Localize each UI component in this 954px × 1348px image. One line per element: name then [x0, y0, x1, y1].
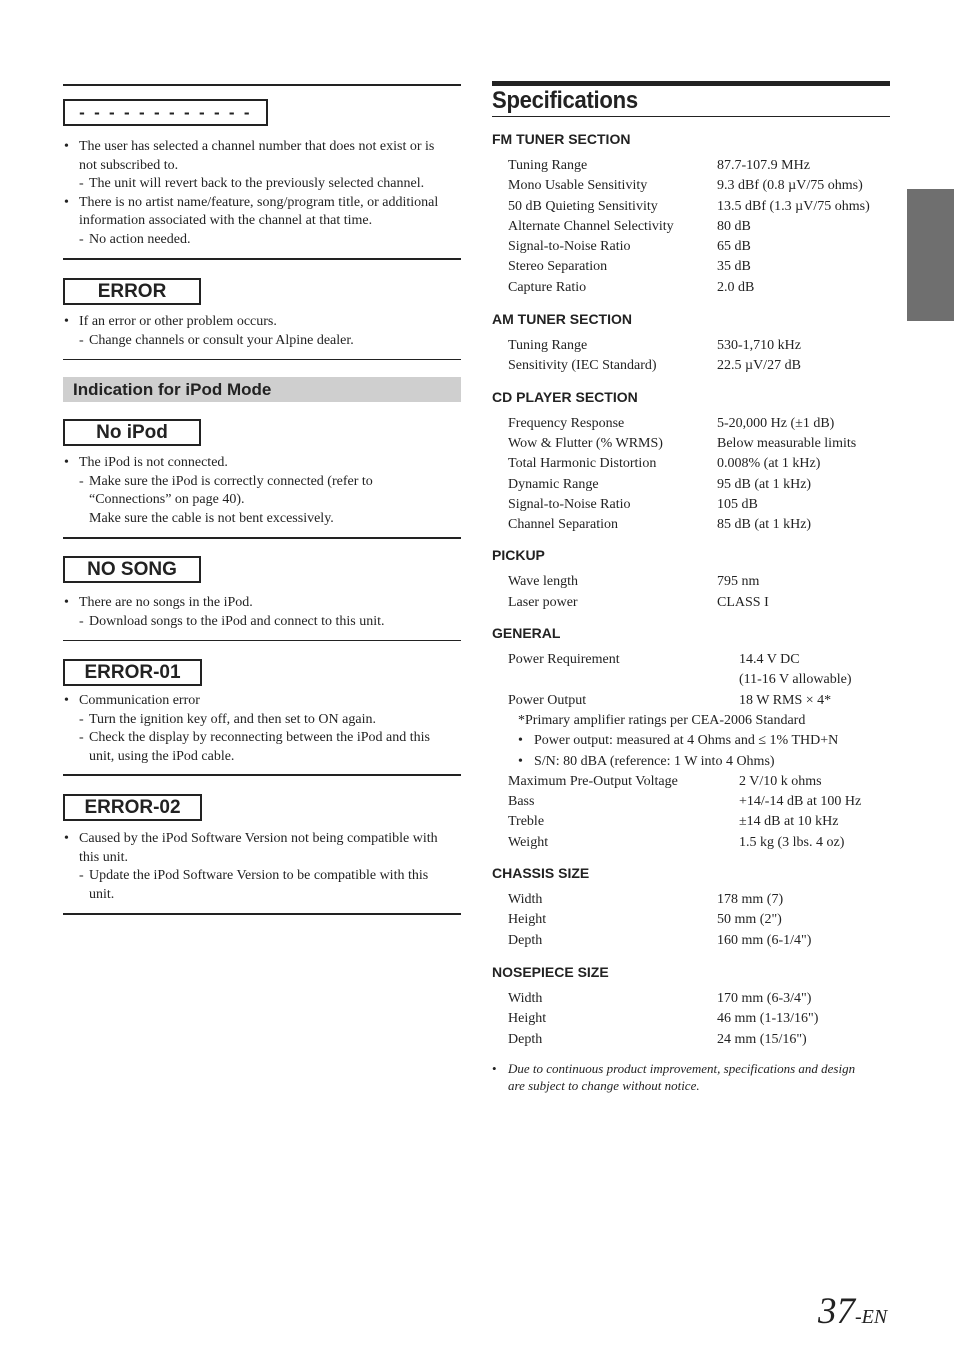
error01-box: ERROR-01 — [63, 659, 202, 686]
spec-row — [492, 278, 890, 298]
spec-row — [492, 515, 890, 535]
spec-label: Signal-to-Noise Ratio — [508, 496, 631, 512]
page-number — [818, 1290, 887, 1333]
dash-item: - Make sure the iPod is correctly connected (refer to — [63, 473, 461, 492]
spec-row — [492, 414, 890, 434]
am-spec-table — [492, 336, 890, 377]
spec-value: 5-20,000 Hz (±1 dB) — [717, 415, 835, 431]
spec-row — [492, 217, 890, 237]
bullet-item: • Caused by the iPod Software Version not being compatible with — [63, 830, 461, 849]
left-column — [63, 84, 461, 915]
pickup-section-heading: PICKUP — [492, 547, 545, 564]
spec-value: 87.7-107.9 MHz — [717, 158, 810, 173]
spec-label: Depth — [508, 1031, 543, 1047]
spec-label: Total Harmonic Distortion — [508, 456, 657, 472]
spec-label: Laser power — [508, 594, 578, 610]
spec-value: +14/-14 dB at 100 Hz — [739, 794, 862, 810]
spec-label: Mono Usable Sensitivity — [508, 178, 648, 194]
spec-label: Capture Ratio — [508, 279, 587, 295]
no-song-items — [63, 594, 461, 631]
page-title: Specifications — [492, 87, 638, 114]
spec-value: 1.5 kg (3 lbs. 4 oz) — [739, 834, 845, 850]
nosepiece-section-heading: NOSEPIECE SIZE — [492, 963, 609, 980]
spec-value: 795 nm — [717, 574, 760, 590]
no-ipod-box: No iPod — [63, 419, 201, 446]
spec-row — [492, 593, 890, 613]
continuation-line: unit, using the iPod cable. — [89, 748, 235, 764]
chassis-spec-table — [492, 890, 890, 951]
error02-items — [63, 830, 461, 904]
spec-value: 80 dB — [717, 218, 751, 234]
spec-row — [492, 812, 890, 832]
spec-value: 0.008% (at 1 kHz) — [717, 456, 821, 472]
spec-row — [492, 890, 890, 910]
spec-value: 160 mm (6-1/4") — [717, 932, 812, 948]
spec-label: Signal-to-Noise Ratio — [508, 239, 631, 255]
spec-row — [492, 156, 890, 176]
continuation-line: Make sure the cable is not bent excessively. — [89, 510, 334, 526]
spec-label: Width — [508, 990, 543, 1006]
fm-section-heading: FM TUNER SECTION — [492, 131, 631, 147]
page-language-suffix: -EN — [855, 1306, 888, 1328]
bullet-item: • There are no songs in the iPod. — [63, 594, 461, 613]
bullet-item: • There is no artist name/feature, song/program title, or additional — [63, 194, 461, 213]
spec-value: 50 mm (2") — [717, 912, 782, 928]
spec-row — [492, 792, 890, 812]
spec-value: 2 V/10 k ohms — [739, 773, 822, 789]
spec-label: Channel Separation — [508, 517, 619, 533]
spec-row — [492, 772, 890, 792]
spec-value: 22.5 µV/27 dB — [717, 358, 801, 374]
fm-spec-table — [492, 156, 890, 298]
dash-item: - No action needed. — [63, 231, 461, 250]
spec-label: Wave length — [508, 574, 579, 590]
spec-row — [492, 1009, 890, 1029]
spec-label: Depth — [508, 932, 543, 948]
spec-row — [492, 356, 890, 376]
spec-label: Power Requirement — [508, 652, 620, 668]
dash-items — [63, 138, 461, 249]
dash-item: - The unit will revert back to the previously selected channel. — [63, 175, 461, 194]
spec-value: Below measurable limits — [717, 435, 857, 451]
dash-item: - Turn the ignition key off, and then set to ON again. — [63, 711, 461, 730]
spec-label: Bass — [508, 794, 535, 810]
spec-row — [492, 495, 890, 515]
spec-row — [492, 931, 890, 951]
spec-row — [492, 1030, 890, 1050]
spec-value: 178 mm (7) — [717, 892, 784, 908]
spec-row — [492, 475, 890, 495]
spec-value: 530-1,710 kHz — [717, 338, 801, 354]
spec-label: Height — [508, 1011, 547, 1027]
divider — [63, 913, 461, 915]
spec-row — [492, 336, 890, 356]
spec-value: 46 mm (1-13/16") — [717, 1011, 819, 1027]
spec-label: Height — [508, 912, 547, 928]
dash-item: - Download songs to the iPod and connect to this unit. — [63, 613, 461, 632]
error02-box: ERROR-02 — [63, 794, 202, 821]
footnote-line: are subject to change without notice. — [508, 1078, 700, 1094]
bullet-mark: • — [492, 1060, 497, 1076]
pickup-spec-table — [492, 572, 890, 613]
cd-section-heading: CD PLAYER SECTION — [492, 388, 638, 405]
spec-row — [492, 176, 890, 196]
ipod-mode-heading: Indication for iPod Mode — [63, 377, 461, 402]
error01-items — [63, 692, 461, 766]
spec-label: Wow & Flutter (% WRMS) — [508, 435, 663, 451]
cd-spec-table — [492, 414, 890, 536]
spec-row — [492, 434, 890, 454]
spec-value: 9.3 dBf (0.8 µV/75 ohms) — [717, 178, 863, 194]
spec-row — [492, 989, 890, 1009]
spec-value: 85 dB (at 1 kHz) — [717, 517, 812, 533]
power-bullet: Power output: measured at 4 Ohms and ≤ 1% THD+N — [534, 733, 839, 749]
footnote — [492, 1060, 890, 1095]
power-note: *Primary amplifier ratings per CEA-2006 Standard — [518, 712, 806, 728]
spec-value: 65 dB — [717, 239, 751, 255]
bullet-mark: • — [518, 753, 523, 769]
continuation-line: information associated with the channel at that time. — [79, 213, 373, 228]
spec-row — [492, 257, 890, 277]
spec-label: Tuning Range — [508, 158, 588, 173]
spec-row — [492, 454, 890, 474]
spec-value: 170 mm (6-3/4") — [717, 990, 812, 1006]
spec-value: 14.4 V DC — [739, 652, 800, 668]
general-spec-table — [492, 650, 890, 853]
spec-row — [492, 237, 890, 257]
spec-label: Dynamic Range — [508, 476, 599, 492]
spec-label: Tuning Range — [508, 338, 588, 354]
spec-value: 24 mm (15/16") — [717, 1031, 807, 1047]
spec-label: Weight — [508, 834, 549, 850]
spec-value: 105 dB — [717, 496, 758, 512]
general-section-heading: GENERAL — [492, 625, 561, 642]
spec-value: CLASS I — [717, 594, 769, 610]
error-items — [63, 313, 461, 350]
continuation-line: not subscribed to. — [79, 157, 179, 173]
spec-value: 95 dB (at 1 kHz) — [717, 476, 812, 492]
am-section-heading: AM TUNER SECTION — [492, 311, 632, 328]
spec-row — [492, 910, 890, 930]
spec-label: Stereo Separation — [508, 259, 608, 275]
continuation-line: this unit. — [79, 849, 129, 865]
spec-label: Alternate Channel Selectivity — [508, 218, 674, 234]
spec-label: 50 dB Quieting Sensitivity — [508, 198, 658, 214]
spec-value: 18 W RMS × 4* — [739, 692, 832, 708]
specifications-column — [492, 81, 890, 1095]
error-box: ERROR — [63, 278, 201, 305]
no-song-box: NO SONG — [63, 556, 201, 583]
no-ipod-items — [63, 454, 461, 528]
spec-label: Treble — [508, 814, 545, 830]
chassis-section-heading: CHASSIS SIZE — [492, 865, 590, 882]
section-tab — [907, 189, 954, 321]
spec-value: 2.0 dB — [717, 279, 755, 295]
page-number-value: 37 — [818, 1291, 855, 1332]
spec-value: (11-16 V allowable) — [739, 672, 852, 688]
footnote-line: Due to continuous product improvement, specifications and design — [508, 1060, 856, 1076]
bullet-mark: • — [518, 733, 523, 749]
spec-value: ±14 dB at 10 kHz — [739, 814, 839, 830]
spec-label: Sensitivity (IEC Standard) — [508, 358, 657, 374]
spec-label: Width — [508, 892, 543, 908]
dash-item: - Check the display by reconnecting between the iPod and this — [63, 729, 461, 748]
dash-indicator-box: - - - - - - - - - - - - — [63, 99, 268, 126]
dash-item: - Change channels or consult your Alpine dealer. — [63, 332, 461, 351]
continuation-line: “Connections” on page 40). — [89, 492, 245, 507]
spec-value: 35 dB — [717, 259, 751, 275]
dash-item: - Update the iPod Software Version to be compatible with this — [63, 867, 461, 886]
spec-label: Frequency Response — [508, 415, 625, 431]
bullet-item: • The iPod is not connected. — [63, 454, 461, 473]
nosepiece-spec-table — [492, 989, 890, 1050]
spec-label: Maximum Pre-Output Voltage — [508, 773, 678, 789]
bullet-item: • If an error or other problem occurs. — [63, 313, 461, 332]
bullet-item: • The user has selected a channel number that does not exist or is — [63, 138, 461, 157]
spec-row — [492, 572, 890, 592]
spec-label: Power Output — [508, 692, 587, 708]
spec-value: 13.5 dBf (1.3 µV/75 ohms) — [717, 198, 870, 214]
spec-row — [492, 833, 890, 853]
bullet-item: • Communication error — [63, 692, 461, 711]
continuation-line: unit. — [89, 886, 115, 902]
power-bullet: S/N: 80 dBA (reference: 1 W into 4 Ohms) — [534, 753, 775, 769]
spec-row — [492, 197, 890, 217]
